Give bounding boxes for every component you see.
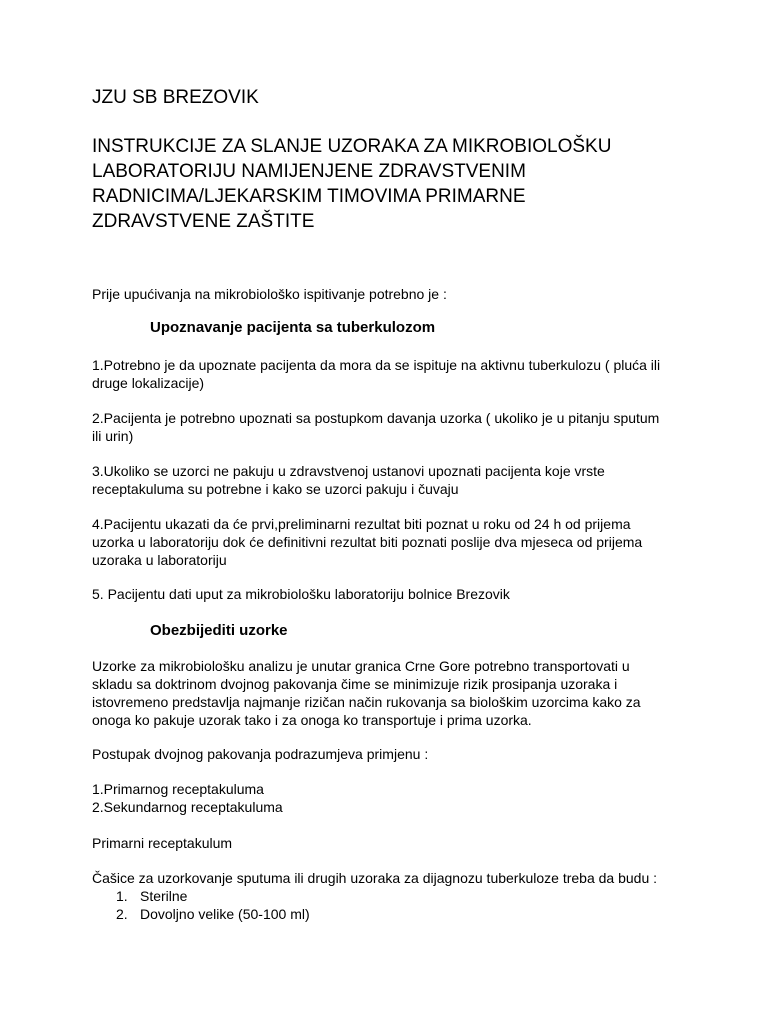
paragraph-line: 1.Potrebno je da upoznate pacijenta da mora da se ispituje na aktivnu tuberkulozu ( pluća ili [92, 357, 661, 373]
organization-name: JZU SB BREZOVIK [92, 87, 259, 108]
title-line: ZDRAVSTVENE ZAŠTITE [92, 211, 315, 232]
instruction-item-3 [92, 462, 682, 498]
paragraph-line: onoga ko pakuje uzorak tako i za onoga ko transportuje i prima uzorka. [92, 712, 532, 728]
title-line: INSTRUKCIJE ZA SLANJE UZORAKA ZA MIKROBIOLOŠKU [92, 136, 612, 157]
instruction-item-4 [92, 515, 682, 569]
intro-text: Prije upućivanja na mikrobiološko ispitivanje potrebno je : [92, 286, 447, 302]
paragraph-line: receptakuluma su potrebne i kako se uzorci pakuju i čuvaju [92, 481, 459, 497]
section-heading-tuberculosis: Upoznavanje pacijenta sa tuberkulozom [150, 319, 436, 336]
title-line: LABORATORIJU NAMIJENJENE ZDRAVSTVENIM [92, 161, 526, 182]
paragraph-line: skladu sa doktrinom dvojnog pakovanja čime se minimizuje rizik prosipanja uzoraka i [92, 676, 618, 692]
section-heading-samples: Obezbijediti uzorke [150, 622, 288, 639]
paragraph-line: 3.Ukoliko se uzorci ne pakuju u zdravstvenoj ustanovi upoznati pacijenta koje vrste [92, 463, 605, 479]
paragraph-line: Uzorke za mikrobiološku analizu je unutar granica Crne Gore potrebno transportovati u [92, 658, 630, 674]
packing-list [92, 780, 682, 816]
paragraph-line: 2.Pacijenta je potrebno upoznati sa postupkom davanja uzorka ( ukoliko je u pitanju sputum [92, 410, 660, 426]
packing-item: 2.Sekundarnog receptakuluma [92, 799, 283, 815]
cups-intro: Čašice za uzorkovanje sputuma ili drugih uzoraka za dijagnozu tuberkuloze treba da budu : [92, 870, 658, 886]
paragraph-line: 4.Pacijentu ukazati da će prvi,preliminarni rezultat biti poznat u roku od 24 h od prijema [92, 516, 631, 532]
instruction-item-2 [92, 409, 682, 445]
instruction-item-5 [92, 585, 682, 603]
list-number: 2. [116, 906, 128, 922]
paragraph-line: uzorka u laboratoriju dok će definitivni rezultat biti poznati poslije dva mjeseca od prijema [92, 534, 643, 550]
samples-paragraph [92, 657, 682, 729]
list-item [92, 887, 310, 905]
list-item [92, 905, 310, 923]
title-line: RADNICIMA/LJEKARSKIM TIMOVIMA PRIMARNE [92, 186, 526, 207]
paragraph-line: ili urin) [92, 428, 134, 444]
list-text: Dovoljno velike (50-100 ml) [140, 906, 310, 922]
packing-intro: Postupak dvojnog pakovanja podrazumjeva primjenu : [92, 746, 429, 762]
paragraph-line: druge lokalizacije) [92, 375, 205, 391]
primary-receptacle-heading: Primarni receptakulum [92, 835, 233, 851]
paragraph-line: uzoraka u laboratoriju [92, 552, 227, 568]
instruction-item-1 [92, 356, 682, 392]
cups-requirements-list [92, 887, 310, 923]
paragraph-line: istovremeno predstavlja najmanje rizičan način rukovanja sa biološkim uzorcima kako za [92, 694, 641, 710]
list-number: 1. [116, 888, 128, 904]
packing-item: 1.Primarnog receptakuluma [92, 781, 264, 797]
list-text: Sterilne [140, 888, 188, 904]
document-title [92, 134, 692, 234]
paragraph-line: 5. Pacijentu dati uput za mikrobiološku laboratoriju bolnice Brezovik [92, 586, 510, 602]
